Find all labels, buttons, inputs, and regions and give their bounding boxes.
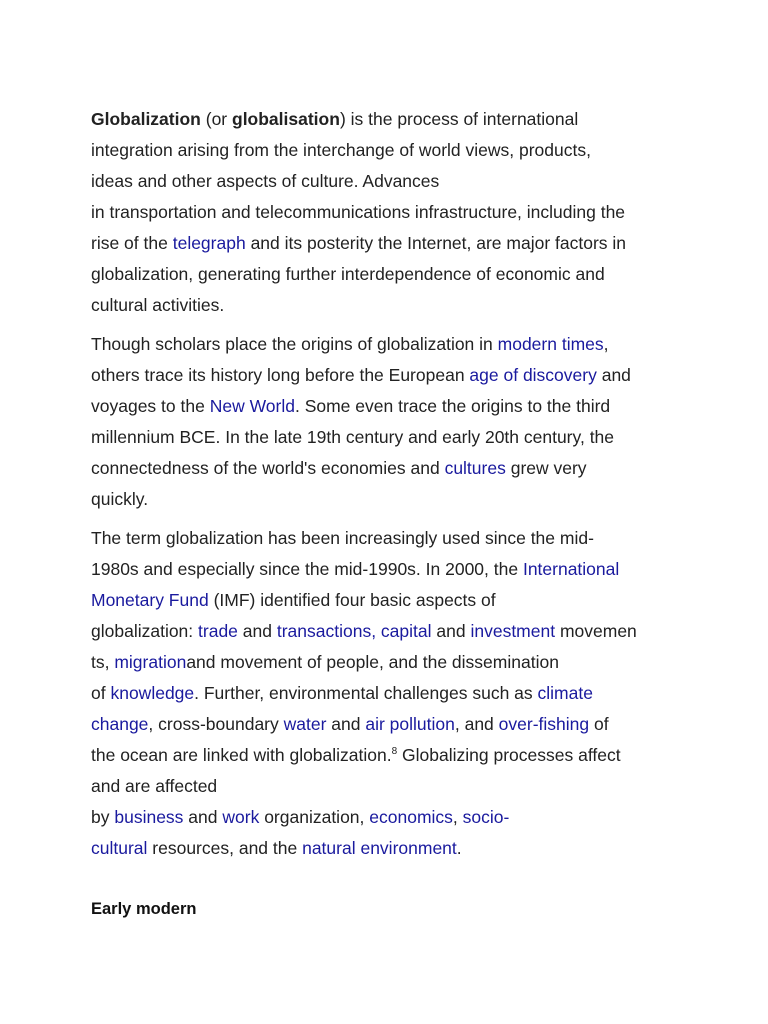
link-socio-cultural-part1[interactable]: socio-: [462, 807, 510, 827]
link-age-of-discovery[interactable]: age of discovery: [469, 365, 597, 385]
text: of: [91, 683, 111, 703]
text: grew very: [505, 458, 587, 478]
text: in transportation and telecommunications infrastructure, including the: [91, 202, 626, 222]
term-globalisation: globalisation: [232, 109, 340, 129]
article-body: [91, 104, 691, 872]
text: and are affected: [91, 776, 218, 796]
link-over-fishing[interactable]: over-fishing: [498, 714, 590, 734]
link-transactions-capital[interactable]: transactions, capital: [276, 621, 432, 641]
text: integration arising from the interchange of world views, products,: [91, 140, 591, 160]
text: (or: [200, 109, 232, 129]
link-imf-part1[interactable]: International: [522, 559, 620, 579]
link-socio-cultural-part2[interactable]: cultural: [91, 838, 148, 858]
paragraph-intro: [91, 104, 691, 321]
text: ,: [452, 807, 463, 827]
link-climate-change-part2[interactable]: change: [91, 714, 149, 734]
link-knowledge[interactable]: knowledge: [110, 683, 195, 703]
text: and: [237, 621, 277, 641]
text: movemen: [555, 621, 637, 641]
link-natural-environment[interactable]: natural environment: [302, 838, 457, 858]
text: of: [589, 714, 609, 734]
link-migration[interactable]: migration: [114, 652, 187, 672]
link-work[interactable]: work: [222, 807, 260, 827]
text: rise of the: [91, 233, 173, 253]
link-climate-change-part1[interactable]: climate: [537, 683, 593, 703]
text: and: [596, 365, 631, 385]
link-water[interactable]: water: [283, 714, 327, 734]
text: ts,: [91, 652, 115, 672]
link-telegraph[interactable]: telegraph: [172, 233, 246, 253]
text: globalization:: [91, 621, 199, 641]
link-new-world[interactable]: New World: [209, 396, 295, 416]
text: resources, and the: [147, 838, 303, 858]
link-imf-part2[interactable]: Monetary Fund: [91, 590, 209, 610]
text: others trace its history long before the European: [91, 365, 470, 385]
text: globalization, generating further interdependence of economic and: [91, 264, 605, 284]
text: ) is the process of international: [339, 109, 579, 129]
text: Though scholars place the origins of globalization in: [91, 334, 498, 354]
paragraph-term: [91, 523, 691, 864]
text: and its posterity the Internet, are major factors in: [245, 233, 627, 253]
text: millennium BCE. In the late 19th century and early 20th century, the: [91, 427, 615, 447]
text: , and: [454, 714, 499, 734]
link-investment[interactable]: investment: [470, 621, 556, 641]
text: The term globalization has been increasingly used since the mid-: [91, 528, 594, 548]
term-globalization: Globalization: [91, 109, 201, 129]
text: .: [456, 838, 462, 858]
link-air-pollution[interactable]: air pollution: [365, 714, 455, 734]
text: voyages to the: [91, 396, 210, 416]
footnote-ref[interactable]: 8: [391, 746, 398, 757]
text: ideas and other aspects of culture. Advances: [91, 171, 440, 191]
text: quickly.: [91, 489, 149, 509]
text: ,: [603, 334, 609, 354]
link-cultures[interactable]: cultures: [444, 458, 506, 478]
link-trade[interactable]: trade: [198, 621, 238, 641]
text: (IMF) identified four basic aspects of: [208, 590, 496, 610]
text: the ocean are linked with globalization.: [91, 745, 392, 765]
text: and: [183, 807, 223, 827]
link-modern-times[interactable]: modern times: [497, 334, 604, 354]
text: and: [431, 621, 471, 641]
link-business[interactable]: business: [114, 807, 184, 827]
text: , cross-boundary: [148, 714, 284, 734]
text: and: [326, 714, 366, 734]
text: cultural activities.: [91, 295, 225, 315]
text: organization,: [259, 807, 370, 827]
paragraph-origins: [91, 329, 691, 515]
text: connectedness of the world's economies and: [91, 458, 445, 478]
text: . Further, environmental challenges such as: [194, 683, 538, 703]
text: Globalizing processes affect: [397, 745, 621, 765]
text: . Some even trace the origins to the third: [294, 396, 611, 416]
section-heading: Early modern: [91, 900, 197, 918]
text: by: [91, 807, 115, 827]
text: 1980s and especially since the mid-1990s. In 2000, the: [91, 559, 523, 579]
text: and movement of people, and the dissemination: [186, 652, 559, 672]
link-economics[interactable]: economics: [369, 807, 453, 827]
